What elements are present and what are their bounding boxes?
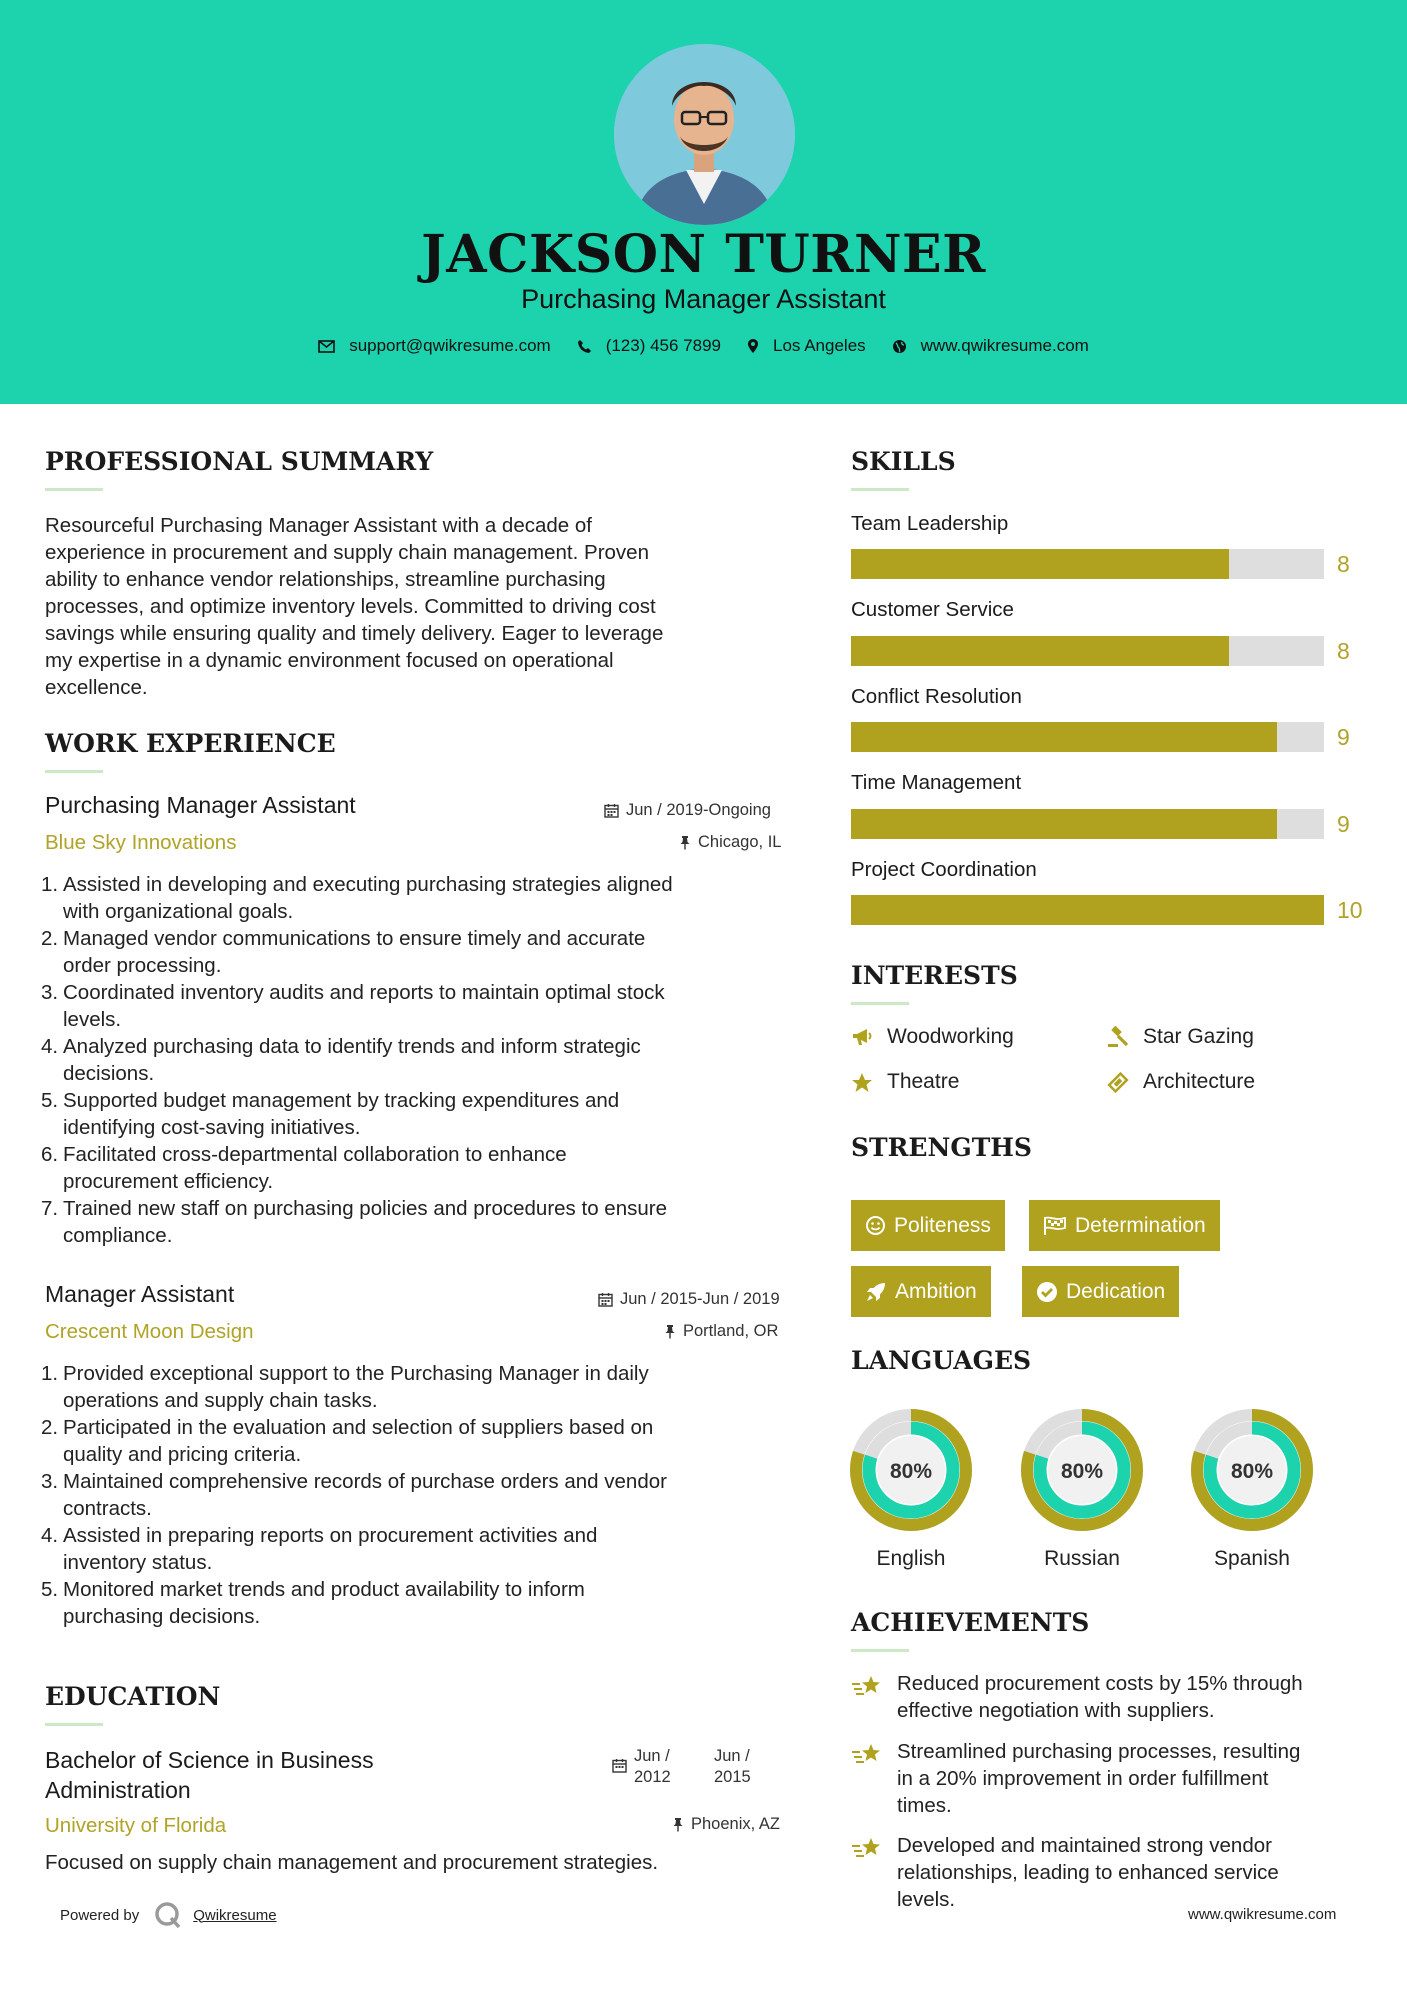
powered-by-label: Powered by (60, 1906, 140, 1924)
languages-heading: LANGUAGES (851, 1346, 1032, 1375)
calendar-icon (612, 1758, 627, 1773)
job-company: Crescent Moon Design (45, 1320, 254, 1343)
summary-heading-underline (45, 488, 103, 491)
contact-location-text: Los Angeles (773, 336, 866, 355)
skill-bar-track (851, 722, 1324, 752)
strengths-heading: STRENGTHS (851, 1133, 1032, 1162)
qwikresume-logo-icon (153, 1900, 183, 1930)
language-ring (1020, 1408, 1144, 1532)
language-name: Russian (1044, 1547, 1120, 1570)
skill-name: Conflict Resolution (851, 685, 1022, 708)
job-title: Purchasing Manager Assistant (45, 792, 356, 818)
gavel-icon (1107, 1026, 1129, 1048)
skill-bar-fill (851, 636, 1229, 666)
list-item: 5. Monitored market trends and product availability to inform purchasing decisions. (41, 1578, 585, 1628)
language-ring (1190, 1408, 1314, 1532)
skill-bar-fill (851, 895, 1324, 925)
skill-bar-fill (851, 809, 1277, 839)
skill-bar-track (851, 895, 1324, 925)
shooting-star-icon (851, 1742, 883, 1766)
interests-heading: INTERESTS (851, 961, 1018, 990)
job-task-list (41, 871, 805, 1249)
job-title: Manager Assistant (45, 1281, 235, 1307)
summary-line: Resourceful Purchasing Manager Assistant with a decade of (45, 514, 592, 537)
job-task-list (41, 1360, 805, 1630)
pushpin-icon (679, 835, 691, 850)
list-item: 4. Analyzed purchasing data to identify trends and inform strategic decisions. (41, 1035, 641, 1085)
language-name: Spanish (1214, 1547, 1290, 1570)
language-percent-label: 80% (1230, 1460, 1274, 1483)
list-item: 2. Managed vendor communications to ensure timely and accurate order processing. (41, 927, 646, 977)
job-dates-text: Jun / 2015-Jun / 2019 (620, 1290, 780, 1308)
skill-value: 8 (1337, 551, 1350, 577)
interest-item: Theatre (851, 1070, 959, 1094)
list-item: 1. Assisted in developing and executing purchasing strategies aligned with organizational goals. (41, 873, 673, 923)
list-item: 5. Supported budget management by tracking expenditures and identifying cost-saving initiatives. (41, 1089, 620, 1139)
skill-name: Customer Service (851, 598, 1014, 621)
school-name: University of Florida (45, 1814, 227, 1837)
achievement-item: Reduced procurement costs by 15% through effective negotiation with suppliers. (851, 1670, 1371, 1724)
language-percent-label: 80% (1060, 1460, 1104, 1483)
experience-heading: WORK EXPERIENCE (45, 729, 336, 758)
strength-badge: Determination (1029, 1200, 1220, 1251)
skill-name: Team Leadership (851, 512, 1009, 535)
language-item (1190, 1408, 1314, 1571)
contact-website-text: www.qwikresume.com (920, 336, 1089, 355)
powered-by (60, 1900, 277, 1930)
smile-icon (865, 1215, 886, 1236)
contact-location (747, 336, 866, 356)
education-heading-underline (45, 1723, 103, 1726)
contact-phone-text: (123) 456 7899 (605, 336, 722, 355)
strength-badge: Dedication (1022, 1266, 1179, 1317)
calendar-icon (604, 803, 619, 818)
skill-bar-track (851, 636, 1324, 666)
flag-icon (1043, 1216, 1067, 1236)
experience-heading-underline (45, 770, 103, 773)
summary-line: excellence. (45, 676, 148, 699)
pushpin-icon (672, 1817, 684, 1832)
job-location (664, 1322, 778, 1341)
check-circle-icon (1036, 1281, 1058, 1303)
education-end: Jun / 2015 (714, 1747, 751, 1786)
candidate-role: Purchasing Manager Assistant (521, 284, 886, 314)
list-item: 3. Maintained comprehensive records of purchase orders and vendor contracts. (41, 1470, 667, 1520)
achievement-item: Streamlined purchasing processes, resulting in a 20% improvement in order fulfillment times. (851, 1738, 1371, 1819)
job-company: Blue Sky Innovations (45, 831, 237, 854)
skill-bar-fill (851, 722, 1277, 752)
star-icon (851, 1072, 873, 1093)
footer-website[interactable]: www.qwikresume.com (1188, 1906, 1337, 1923)
skills-heading-underline (851, 488, 909, 491)
language-item (1020, 1408, 1144, 1571)
strength-badge: Ambition (851, 1266, 991, 1317)
job-dates-text: Jun / 2019-Ongoing (626, 801, 771, 819)
skill-name: Time Management (851, 771, 1022, 794)
ticket-icon (1107, 1071, 1129, 1093)
skill-value: 9 (1337, 811, 1350, 837)
person-portrait-icon (614, 44, 795, 225)
job-location-text: Portland, OR (683, 1322, 779, 1340)
map-pin-icon (747, 338, 759, 354)
skill-value: 10 (1337, 897, 1363, 923)
list-item: 4. Assisted in preparing reports on procurement activities and inventory status. (41, 1524, 598, 1574)
resume-header (0, 0, 1407, 404)
candidate-name: JACKSON TURNER (421, 224, 986, 285)
list-item: 2. Participated in the evaluation and selection of suppliers based on quality and pricing criteria. (41, 1416, 654, 1466)
language-item (849, 1408, 973, 1571)
envelope-icon (318, 340, 335, 353)
contact-bar (0, 336, 1407, 356)
summary-line: experience in procurement and supply chain management. Proven (45, 541, 649, 564)
summary-line: my expertise in a dynamic environment focused on operational (45, 649, 614, 672)
globe-icon (892, 339, 907, 354)
skill-value: 9 (1337, 724, 1350, 750)
education-dates (612, 1746, 764, 1788)
list-item: 7. Trained new staff on purchasing policies and procedures to ensure compliance. (41, 1197, 667, 1247)
education-heading: EDUCATION (45, 1682, 221, 1711)
job-location-text: Chicago, IL (698, 833, 782, 851)
skill-bar-fill (851, 549, 1229, 579)
education-location: Phoenix, AZ (672, 1815, 780, 1834)
pushpin-icon (664, 1324, 676, 1339)
list-item: 6. Facilitated cross-departmental collaboration to enhance procurement efficiency. (41, 1143, 567, 1193)
skills-heading: SKILLS (851, 447, 956, 476)
interest-item: Woodworking (851, 1025, 1014, 1049)
interests-heading-underline (851, 1002, 909, 1005)
skill-value: 8 (1337, 638, 1350, 664)
summary-line: savings while ensuring quality and timely delivery. Eager to leverage (45, 622, 664, 645)
megaphone-icon (851, 1027, 873, 1047)
rocket-icon (865, 1281, 887, 1303)
summary-line: ability to enhance vendor relationships, streamline purchasing (45, 568, 606, 591)
qwikresume-link[interactable]: Qwikresume (193, 1906, 277, 1924)
shooting-star-icon (851, 1674, 883, 1698)
calendar-icon (598, 1292, 613, 1307)
list-item: 3. Coordinated inventory audits and reports to maintain optimal stock levels. (41, 981, 665, 1031)
contact-email[interactable] (318, 336, 551, 356)
degree-title: Bachelor of Science in Business Administration (45, 1747, 374, 1803)
shooting-star-icon (851, 1836, 883, 1860)
summary-text (45, 512, 785, 701)
interest-item: Star Gazing (1107, 1025, 1254, 1049)
phone-icon (577, 339, 592, 354)
education-start: Jun / 2012 (634, 1747, 671, 1786)
contact-email-text: support@qwikresume.com (349, 336, 551, 355)
achievements-heading: ACHIEVEMENTS (851, 1608, 1090, 1637)
skill-bar-track (851, 809, 1324, 839)
skill-name: Project Coordination (851, 858, 1037, 881)
job-dates (604, 801, 771, 820)
strength-badge: Politeness (851, 1200, 1005, 1251)
contact-website[interactable] (892, 336, 1089, 356)
profile-photo (614, 44, 795, 225)
achievement-item: Developed and maintained strong vendor relationships, leading to enhanced service levels. (851, 1832, 1371, 1913)
summary-line: processes, and optimize inventory levels. Committed to driving cost (45, 595, 656, 618)
list-item: 1. Provided exceptional support to the Purchasing Manager in daily operations and supply chain tasks. (41, 1362, 649, 1412)
interest-item: Architecture (1107, 1070, 1255, 1094)
contact-phone[interactable] (577, 336, 721, 356)
achievements-heading-underline (851, 1649, 909, 1652)
language-ring (849, 1408, 973, 1532)
language-percent-label: 80% (889, 1460, 933, 1483)
skill-bar-track (851, 549, 1324, 579)
summary-heading: PROFESSIONAL SUMMARY (45, 447, 434, 476)
job-dates (598, 1290, 780, 1309)
education-description: Focused on supply chain management and procurement strategies. (45, 1851, 659, 1874)
job-location (679, 833, 781, 852)
language-name: English (876, 1547, 946, 1570)
